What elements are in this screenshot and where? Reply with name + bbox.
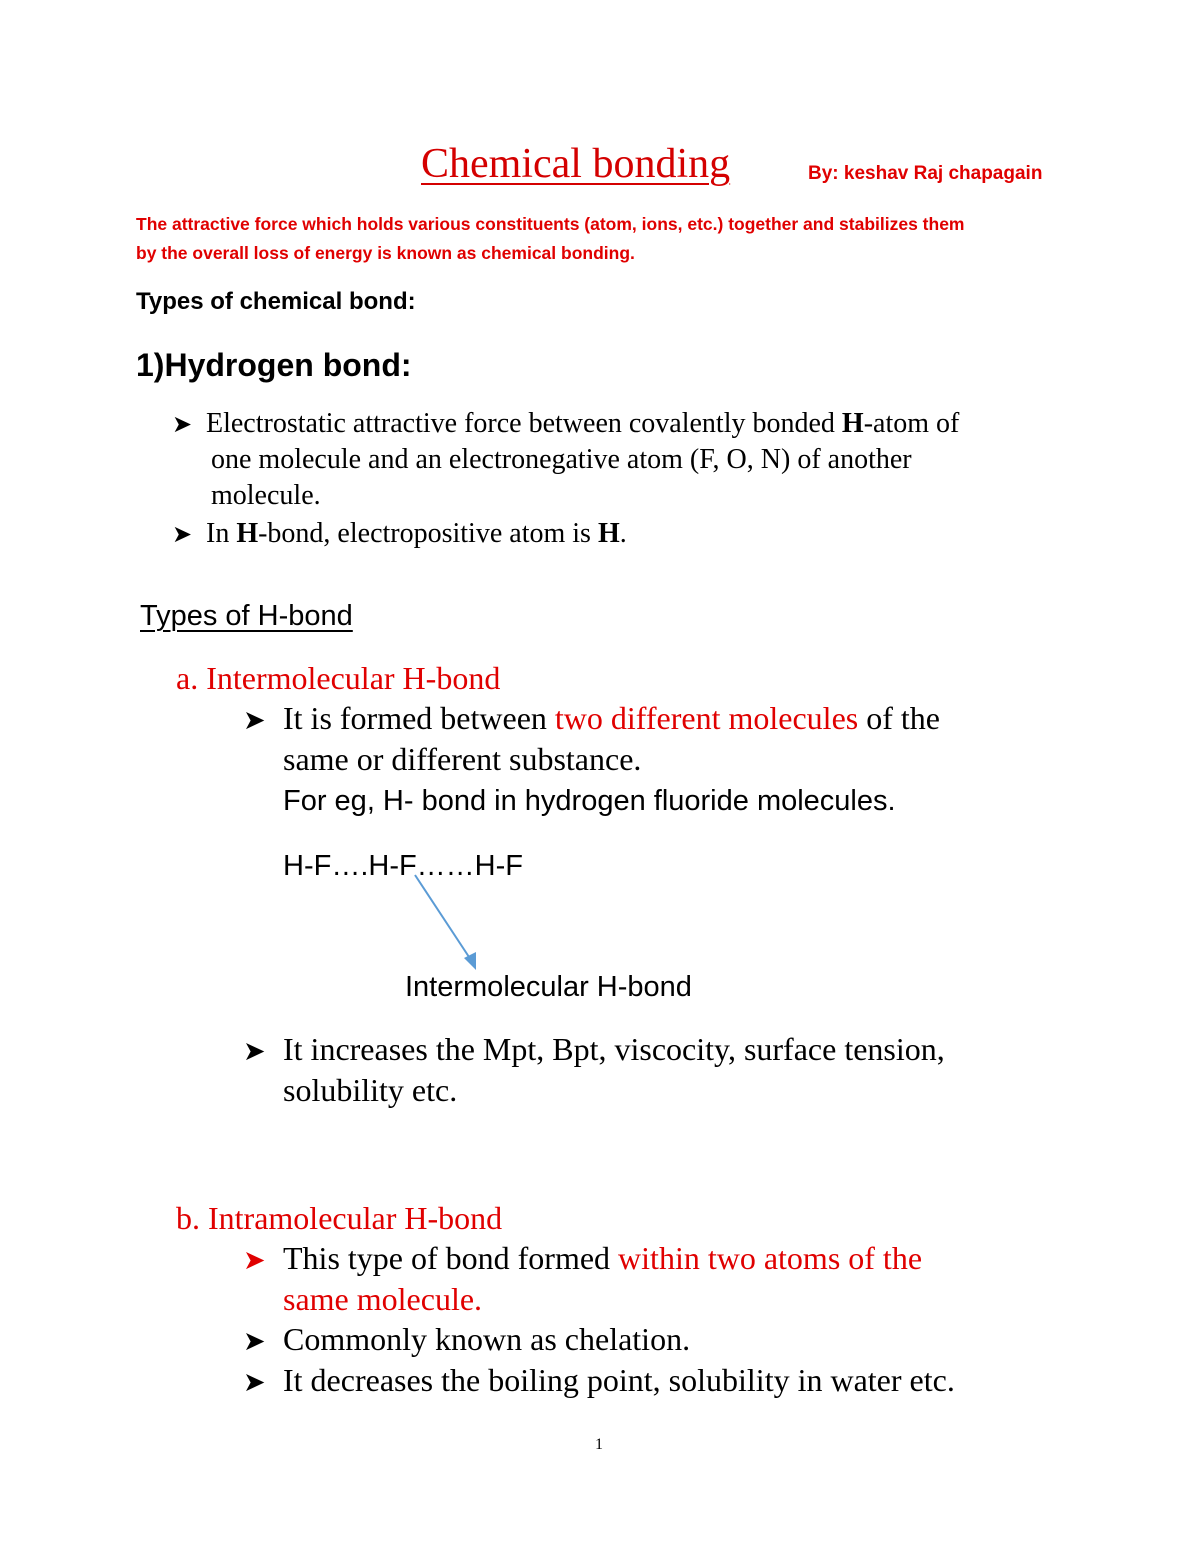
types-heading: Types of chemical bond: [136,288,416,315]
intermolecular-bullet-2: ➤ It increases the Mpt, Bpt, viscocity, surface tension, [243,1031,945,1067]
intermolecular-bullet-2-line-2: solubility etc. [283,1072,458,1108]
intermolecular-bullet-1-line-2: same or different substance. [283,741,642,777]
definition-line-1: The attractive force which holds various constituents (atom, ions, etc.) together and stabilizes them [136,214,965,234]
hydrogen-bullet-1-line-2: one molecule and an electronegative atom (F, O, N) of another [211,444,912,475]
arrowhead-bullet-icon: ➤ [243,1245,266,1276]
intermolecular-example: For eg, H- bond in hydrogen fluoride molecules. [283,785,896,817]
pointer-arrow-icon [400,870,500,980]
hydrogen-bond-heading: 1)Hydrogen bond: [136,347,412,383]
arrowhead-bullet-icon: ➤ [172,520,193,548]
intermolecular-title: a. Intermolecular H-bond [176,660,501,696]
intramolecular-bullet-1: ➤ This type of bond formed within two atoms of the [243,1240,923,1276]
hydrogen-bullet-1: ➤ Electrostatic attractive force between covalently bonded H-atom of [172,408,960,439]
arrowhead-bullet-icon: ➤ [243,705,266,736]
intramolecular-title: b. Intramolecular H-bond [176,1200,503,1236]
types-of-hbond-heading: Types of H-bond [140,600,353,632]
arrow-label: Intermolecular H-bond [405,971,692,1003]
arrowhead-bullet-icon: ➤ [172,410,193,438]
document-title: Chemical bonding [421,141,731,187]
hydrogen-bullet-1-line-3: molecule. [211,480,321,511]
hf-formula: H-F….H-F……H-F [283,850,524,882]
page-number: 1 [595,1436,603,1453]
author-credit: By: keshav Raj chapagain [808,163,1043,184]
intramolecular-bullet-3: ➤ It decreases the boiling point, solubility in water etc. [243,1362,955,1398]
definition-line-2: by the overall loss of energy is known as chemical bonding. [136,243,635,263]
intermolecular-bullet-1: ➤ It is formed between two different molecules of the [243,700,940,736]
hydrogen-bullet-2: ➤ In H-bond, electropositive atom is H. [172,518,627,549]
intramolecular-bullet-1-line-2: same molecule. [283,1281,483,1317]
intramolecular-bullet-2: ➤ Commonly known as chelation. [243,1321,691,1357]
arrowhead-bullet-icon: ➤ [243,1367,266,1398]
arrowhead-bullet-icon: ➤ [243,1326,266,1357]
arrowhead-bullet-icon: ➤ [243,1036,266,1067]
